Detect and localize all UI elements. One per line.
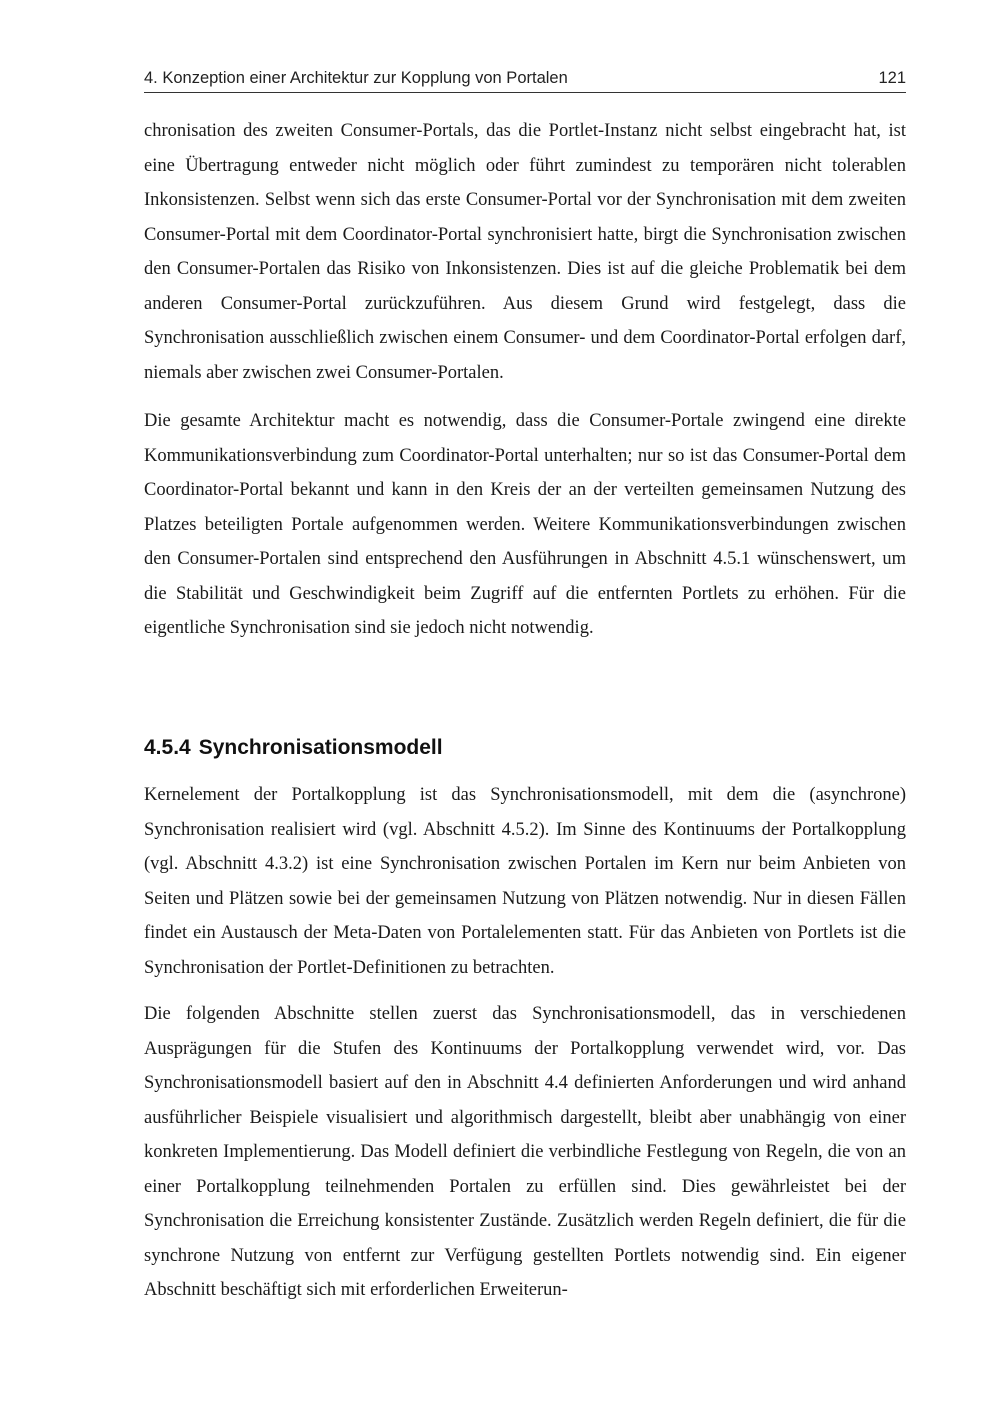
paragraph-text: Die folgenden Abschnitte stellen zuerst das Synchronisationsmodell, das in verschiedenen Ausprägungen für die Stufen des Kontinuums der Portalkopplung verwendet wird, vor. Das Synchronisationsmodell basiert auf den in Abschnitt 4.4 definierten Anforderungen und wird anhand ausführlicher Beispiele visualisiert und algorithmisch dargestellt, bleibt aber unabhängig von einer konkreten Implementierung. Das Modell definiert die verbindliche Festlegung von Regeln, die von an einer Portalkopplung teilnehmenden Portalen zu erfüllen sind. Dies gewährleistet bei der Synchronisation die Erreichung konsistenter Zustände. Zusätzlich werden Regeln definiert, die für die synchrone Nutzung von entfernt zur Verfügung gestellten Portlets notwendig sind. Ein eigener Abschnitt beschäftigt sich mit erforderlichen Erweiterun- [144, 1004, 906, 1300]
chapter-title: 4. Konzeption einer Architektur zur Kopplung von Portalen [144, 69, 568, 87]
paragraph-text: Kernelement der Portalkopplung ist das Synchronisationsmodell, mit dem die (asynchrone) Synchronisation realisiert wird (vgl. Abschnitt 4.5.2). Im Sinne des Kontinuums der Portalkopplung (vgl. Abschnitt 4.3.2) ist eine Synchronisation zwischen Portalen im Kern nur beim Anbieten von Seiten und Plätzen sowie bei der gemeinsamen Nutzung von Plätzen notwendig. Nur in diesen Fällen findet ein Austausch der Meta-Daten von Portalelementen statt. Für das Anbieten von Portlets ist die Synchronisation der Portlet-Definitionen zu betrachten. [144, 785, 906, 978]
section-number: 4.5.4 [144, 736, 191, 759]
paragraph-consumer-sync [144, 114, 906, 390]
section-heading [144, 733, 906, 763]
paragraph-text: chronisation des zweiten Consumer-Portals, das die Portlet-Instanz nicht selbst eingebracht hat, ist eine Übertragung entweder nicht möglich oder führt zumindest zu temporären nicht tolerablen Inkonsistenzen. Selbst wenn sich das erste Consumer-Portal vor der Synchronisation mit dem zweiten Consumer-Portal mit dem Coordinator-Portal synchronisiert hatte, birgt die Synchronisation zwischen den Consumer-Portalen das Risiko von Inkonsistenzen. Dies ist auf die gleiche Problematik bei dem anderen Consumer-Portal zurückzuführen. Aus diesem Grund wird festgelegt, dass die Synchronisation ausschließlich zwischen einem Consumer- und dem Coordinator-Portal erfolgen darf, niemals aber zwischen zwei Consumer-Portalen. [144, 121, 906, 383]
section-title: Synchronisationsmodell [198, 736, 443, 759]
paragraph-architecture [144, 404, 906, 646]
paragraph-text: Die gesamte Architektur macht es notwendig, dass die Consumer-Portale zwingend eine direkte Kommunikationsverbindung zum Coordinator-Portal unterhalten; nur so ist das Consumer-Portal dem Coordinator-Portal bekannt und kann in den Kreis der an der verteilten gemeinsamen Nutzung des Platzes beteiligten Portale aufgenommen werden. Weitere Kommunikationsverbindungen zwischen den Consumer-Portalen sind entsprechend den Ausführungen in Abschnitt 4.5.1 wünschenswert, um die Stabilität und Geschwindigkeit beim Zugriff auf die entfernten Portlets zu erhöhen. Für die eigentliche Synchronisation sind sie jedoch nicht notwendig. [144, 411, 906, 638]
paragraph-following-sections [144, 997, 906, 1308]
running-header [144, 66, 906, 93]
paragraph-kernelement [144, 778, 906, 985]
page-number: 121 [878, 69, 906, 87]
